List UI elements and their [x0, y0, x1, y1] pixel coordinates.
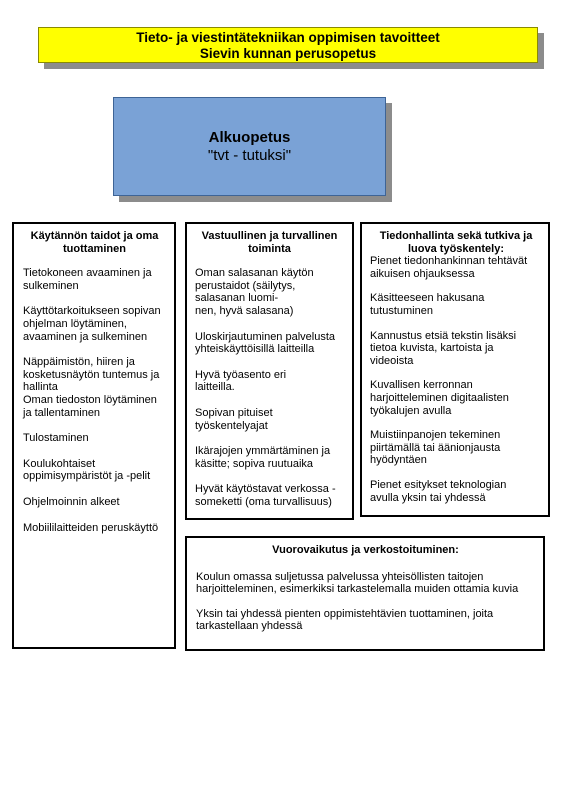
list-item: Uloskirjautuminen palvelusta yhteiskäyttöisillä laitteilla — [195, 330, 336, 356]
title-line-1: Tieto- ja viestintätekniikan oppimisen tavoitteet — [136, 30, 440, 45]
title-banner — [38, 27, 538, 63]
list-item: Kannustus etsiä tekstin lisäksi tietoa kuvista, kartoista ja videoista — [370, 329, 517, 367]
information-management-heading: Tiedonhallinta sekä tutkiva ja luova työskentely: — [379, 230, 533, 255]
list-item: Muistiinpanojen tekeminen piirtämällä tai äänionjausta hyödyntäen — [370, 429, 501, 467]
list-item: Pienet tiedonhankinnan tehtävät aikuisen ohjauksessa — [370, 255, 528, 280]
list-item: Tulostaminen — [23, 432, 89, 445]
list-item: Koulukohtaiset oppimisympäristöt ja -pelit — [23, 457, 151, 483]
alkuopetus-subtitle: "tvt - tutuksi" — [207, 147, 292, 164]
list-item: Kuvallisen kerronnan harjoitteleminen digitaalisten työkalujen avulla — [370, 379, 509, 417]
list-item: Hyvä työasento eri laitteilla. — [195, 368, 287, 394]
list-item: Tietokoneen avaaminen ja sulkeminen — [23, 267, 152, 292]
list-item: Käsitteeseen hakusana tutustuminen — [370, 292, 485, 317]
list-item: Ohjelmoinnin alkeet — [23, 495, 120, 508]
list-item: Mobiililaitteiden peruskäyttö — [23, 521, 159, 534]
title-line-2: Sievin kunnan perusopetus — [199, 46, 377, 61]
list-item: Ikärajojen ymmärtäminen ja käsitte; sopiva ruutuaika — [195, 445, 331, 470]
list-item: Pienet esitykset teknologian avulla yksin tai yhdessä — [370, 478, 507, 504]
responsible-action-box — [185, 222, 354, 520]
list-item: Oman tiedoston löytäminen ja tallentaminen — [23, 393, 157, 419]
list-item: Hyvät käytöstavat verkossa - someketti (oma turvallisuus) — [195, 483, 336, 508]
list-item: Näppäimistön, hiiren ja kosketusnäytön tuntemus ja hallinta — [23, 356, 160, 394]
interaction-heading: Vuorovaikutus ja verkostoituminen: — [272, 544, 459, 556]
list-item: Koulun omassa suljetussa palvelussa yhteisöllisten taitojen harjoitteleminen, esimerkiksi tarkastelemalla muiden ottamia kuvia — [196, 570, 519, 596]
list-item: Käyttötarkoitukseen sopivan ohjelman löytäminen, avaaminen ja sulkeminen — [23, 305, 161, 343]
practical-skills-box — [12, 222, 176, 649]
interaction-box — [185, 536, 545, 651]
list-item: Oman salasanan käytön perustaidot (säilytys, salasanan luomi- nen, hyvä salasana) — [195, 267, 314, 317]
information-management-box — [360, 222, 550, 517]
alkuopetus-title: Alkuopetus — [208, 129, 291, 146]
responsible-action-heading: Vastuullinen ja turvallinen toiminta — [201, 230, 338, 255]
list-item: Yksin tai yhdessä pienten oppimistehtävien tuottaminen, joita tarkastellaan yhdessä — [196, 607, 494, 633]
alkuopetus-box — [113, 97, 386, 196]
list-item: Sopivan pituiset työskentelyajat — [195, 406, 273, 432]
practical-skills-heading: Käytännön taidot ja oma tuottaminen — [30, 230, 159, 255]
